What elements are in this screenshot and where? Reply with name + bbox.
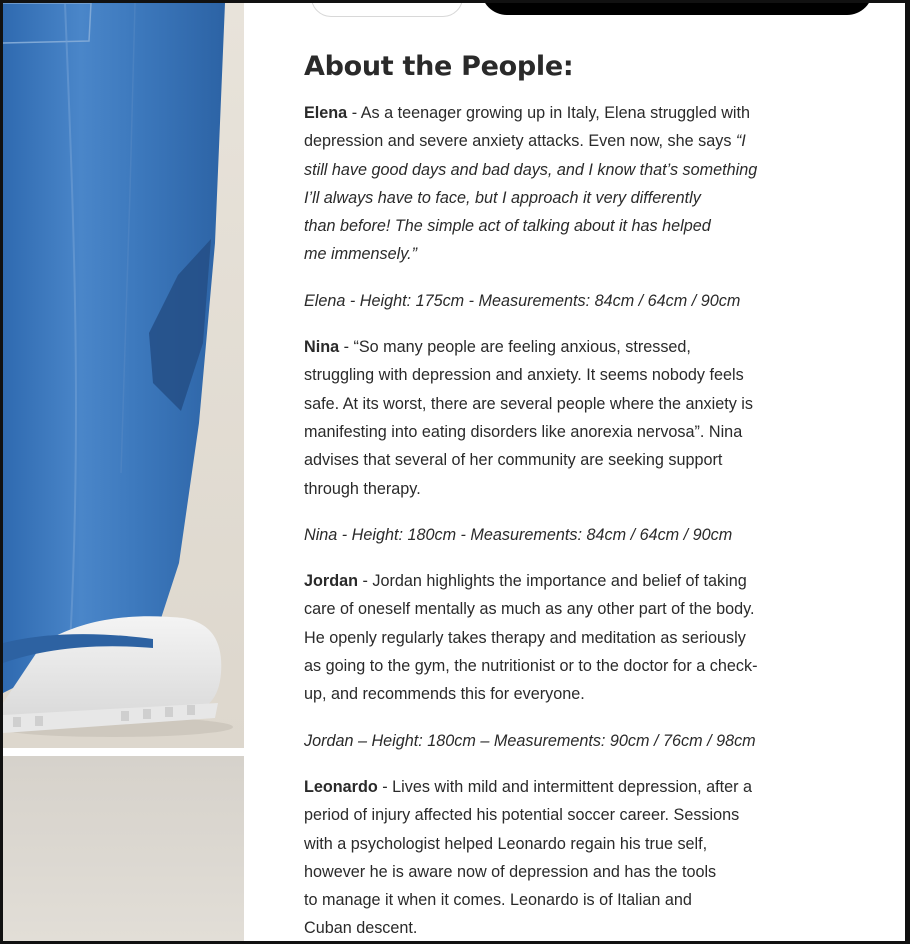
person-bio-leonardo: Leonardo - Lives with mild and intermittent depression, after a period of injury affected his potential soccer career. Sessions with a psychologist helped Leonardo regain his true self, however he is aware now of depression and has the tools to manage it when it comes. Leonardo is of Italian and Cuban descent.: [304, 777, 753, 938]
person-bio-elena: Elena - As a teenager growing up in Italy, Elena struggled with depression and severe anxiety attacks. Even now, she says “I still have good days and bad days, and I know that’s something I’ll always have to face, but I approach it very differently than before! The simple act of talking about it has helped me immensely.”: [304, 104, 758, 264]
page-frame: [3, 3, 905, 941]
page-title: About the People:: [304, 51, 574, 82]
person-stats-jordan: Jordan – Height: 180cm – Measurements: 90cm / 76cm / 98cm: [304, 731, 756, 750]
person-stats-nina: Nina - Height: 180cm - Measurements: 84cm / 64cm / 90cm: [304, 525, 733, 544]
top-dark-banner[interactable]: [481, 3, 873, 15]
article-body: [304, 47, 784, 941]
person-name: Jordan: [304, 572, 358, 591]
model-photo-lower[interactable]: [3, 756, 244, 941]
person-bio-nina: Nina - “So many people are feeling anxious, stressed, struggling with depression and anxiety. It seems nobody feels safe. At its worst, there are several people where the anxiety is manifesting into eating disorders like anorexia nervosa”. Nina advises that several of her community are seeking support through therapy.: [304, 338, 753, 498]
person-stats-elena: Elena - Height: 175cm - Measurements: 84cm / 64cm / 90cm: [304, 291, 741, 310]
top-pill-button[interactable]: [311, 3, 463, 17]
person-bio-jordan: Jordan - Jordan highlights the importance and belief of taking care of oneself mentally as much as any other part of the body. He openly regularly takes therapy and meditation as seriously as going to the gym, the nutritionist or to the doctor for a check- up, and recommends this for everyone.: [304, 572, 758, 704]
person-name: Leonardo: [304, 777, 378, 796]
model-photo-jeans[interactable]: [3, 3, 244, 748]
person-name: Nina: [304, 338, 340, 357]
person-name: Elena: [304, 104, 348, 122]
